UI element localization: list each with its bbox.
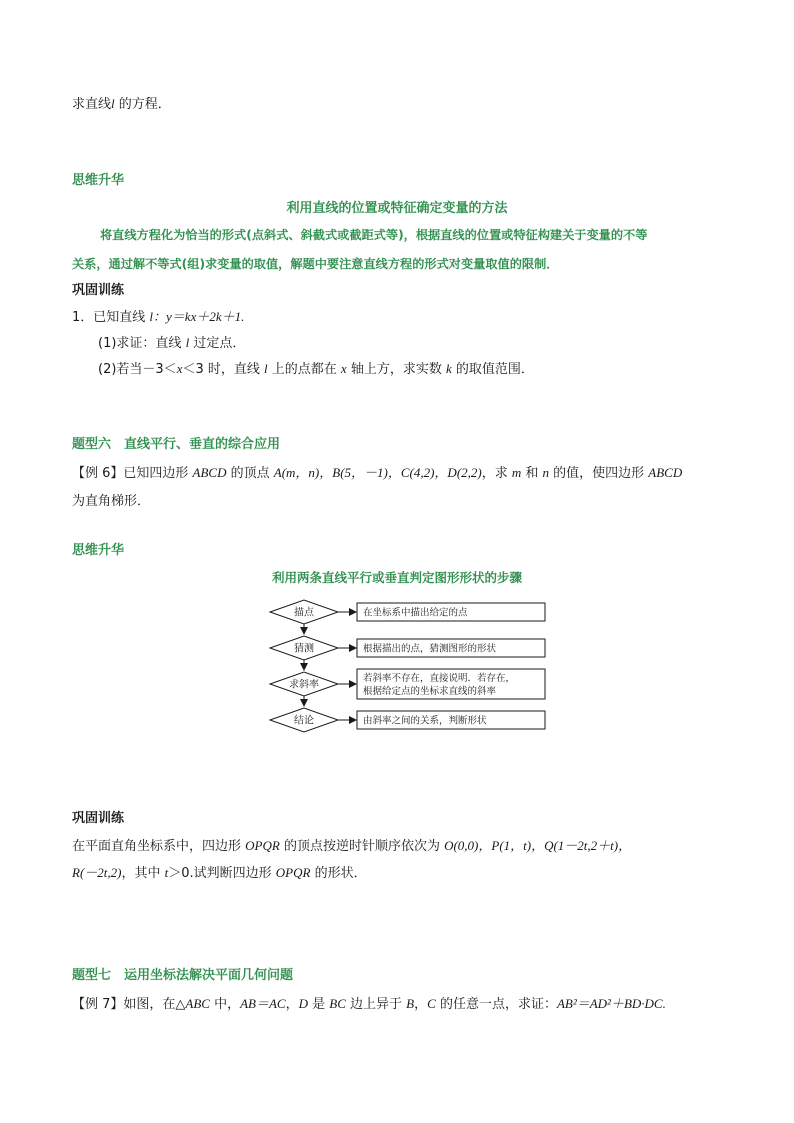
- think-body-line1: 将直线方程化为恰当的形式(点斜式、斜截式或截距式等)，根据直线的位置或特征构建关于变量的不等: [100, 228, 648, 242]
- example-7: 【例 7】如图，在△ABC 中，AB＝AC，D 是 BC 边上异于 B，C 的任意一点，求证：AB²＝AD²＋BD·DC.: [72, 996, 666, 1012]
- flow-box-text-1: 在坐标系中描出给定的点: [363, 607, 468, 619]
- think-title: 利用直线的位置或特征确定变量的方法: [286, 201, 508, 216]
- flow-box-text-3b: 根据给定点的坐标求直线的斜率: [363, 686, 497, 697]
- section-heading-type7: 题型七 运用坐标法解决平面几何问题: [72, 968, 294, 983]
- problem-line: 求直线l 的方程．: [72, 96, 171, 112]
- practice-part-2: (2)若当－3＜x＜3 时，直线 l 上的点都在 x 轴上方，求实数 k 的取值范围．: [98, 361, 534, 377]
- think-body-line2: 关系，通过解不等式(组)求变量的取值，解题中要注意直线方程的形式对变量取值的限制．: [72, 257, 559, 271]
- practice-part-1: (1)求证：直线 l 过定点．: [98, 335, 246, 351]
- section-heading-type6: 题型六 直线平行、垂直的综合应用: [72, 437, 281, 452]
- practice-2-line2: R(－2t,2)，其中 t＞0.试判断四边形 OPQR 的形状．: [72, 865, 367, 881]
- think-heading: 思维升华: [72, 173, 125, 188]
- practice-heading-2: 巩固训练: [72, 811, 125, 826]
- flowchart: [260, 596, 560, 738]
- flow-node-label-2: 猜测: [294, 643, 314, 655]
- think-heading-2: 思维升华: [72, 543, 125, 558]
- flow-box-text-3a: 若斜率不存在，直接说明．若存在，: [363, 673, 516, 684]
- example-6: 【例 6】已知四边形 ABCD 的顶点 A(m，n)，B(5，－1)，C(4,2)，D(2,2)，求 m 和 n 的值，使四边形 ABCD: [72, 465, 683, 481]
- flow-node-label-4: 结论: [294, 715, 314, 727]
- flow-node-label-3: 求斜率: [289, 679, 319, 691]
- practice-heading: 巩固训练: [72, 283, 125, 298]
- flow-node-label-1: 描点: [294, 607, 314, 619]
- flow-box-text-2: 根据描出的点，猜测图形的形状: [363, 643, 497, 655]
- practice-question-1: 1．已知直线 l：y＝kx＋2k＋1.: [72, 309, 245, 325]
- flow-box-text-4: 由斜率之间的关系，判断形状: [363, 715, 487, 727]
- example-6-line2: 为直角梯形．: [72, 494, 151, 509]
- think-title-2: 利用两条直线平行或垂直判定图形形状的步骤: [271, 570, 522, 585]
- practice-2-line1: 在平面直角坐标系中，四边形 OPQR 的顶点按逆时针顺序依次为 O(0,0)，P(1，t)，Q(1－2t,2＋t)，: [72, 838, 632, 854]
